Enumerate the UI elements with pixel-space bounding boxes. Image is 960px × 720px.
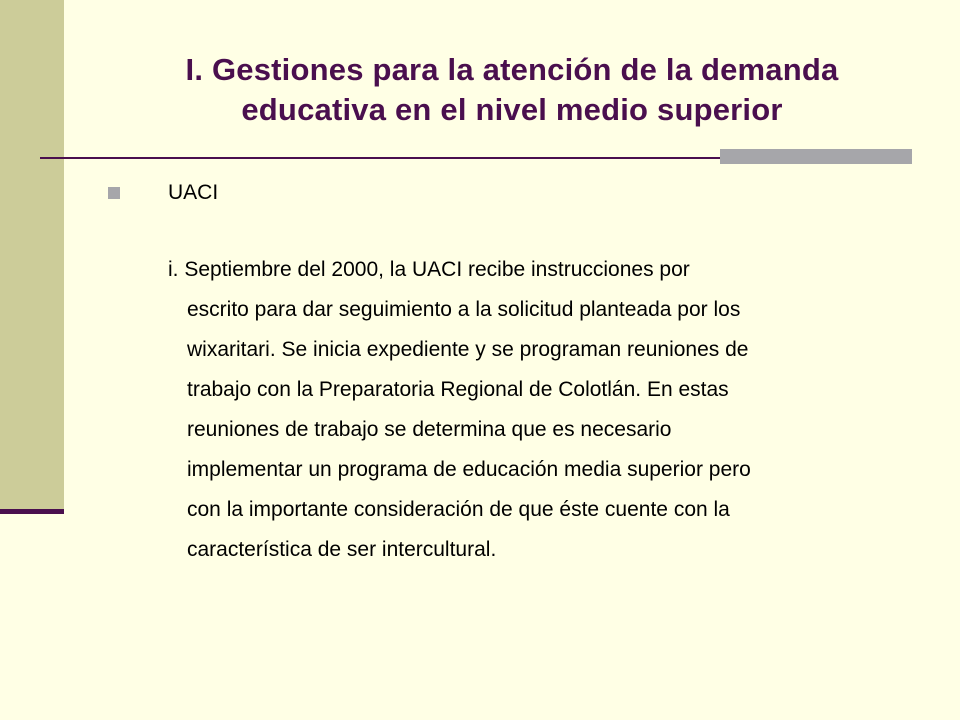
left-band-foot-bar bbox=[0, 509, 64, 514]
paragraph-line: escrito para dar seguimiento a la solicitud planteada por los bbox=[187, 298, 741, 321]
title-divider-accent-block bbox=[720, 149, 912, 164]
paragraph-line: implementar un programa de educación media superior pero bbox=[187, 458, 751, 481]
slide-title bbox=[64, 50, 960, 130]
slide-title-line-1: I. Gestiones para la atención de la demanda bbox=[185, 52, 839, 87]
slide-title-line-2: educativa en el nivel medio superior bbox=[241, 92, 783, 127]
paragraph-line: reuniones de trabajo se determina que es necesario bbox=[187, 418, 672, 441]
paragraph-line: i. Septiembre del 2000, la UACI recibe instrucciones por bbox=[168, 258, 690, 281]
paragraph-line: con la importante consideración de que éste cuente con la bbox=[187, 498, 730, 521]
bullet-label: UACI bbox=[168, 181, 219, 204]
left-accent-band bbox=[0, 0, 64, 512]
square-bullet-icon bbox=[108, 187, 120, 199]
paragraph-line: característica de ser intercultural. bbox=[187, 538, 497, 561]
paragraph-line: wixaritari. Se inicia expediente y se programan reuniones de bbox=[187, 338, 749, 361]
paragraph-line: trabajo con la Preparatoria Regional de Colotlán. En estas bbox=[187, 378, 729, 401]
body-paragraph bbox=[168, 250, 918, 570]
